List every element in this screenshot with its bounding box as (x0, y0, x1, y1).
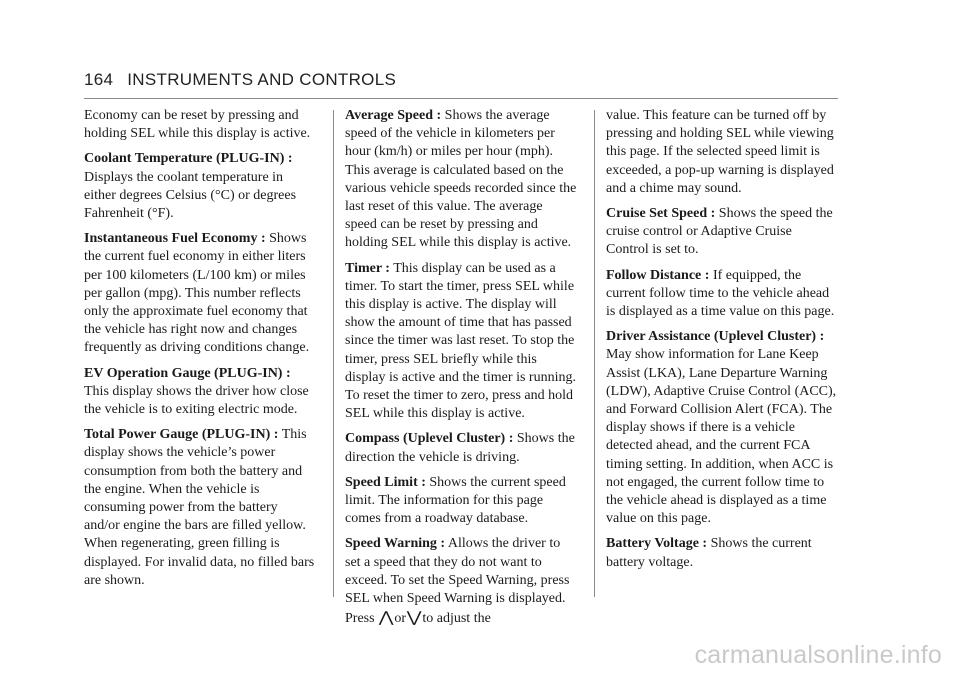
term-speed-limit: Speed Limit : (345, 474, 426, 490)
term-cruise-set-speed: Cruise Set Speed : (606, 206, 716, 222)
term-timer: Timer : (345, 260, 390, 276)
column-middle (345, 107, 577, 635)
term-instant-fuel-economy: Instantaneous Fuel Economy : (84, 231, 266, 247)
paragraph-cruise-set-speed (606, 205, 838, 260)
paragraph-text: Displays the coolant temperature in either degrees Celsius (°C) or degrees Fahrenheit (°F). (84, 169, 297, 222)
paragraph-text: May show information for Lane Keep Assist (LKA), Lane Departure Warning (LDW), Adaptive Cruise Control (ACC), and Forward Collision Alert (FCA). The display shows if there is a vehicle detected ahead, and the current FCA timing setting. In addition, when ACC is not engaged, the current follow time to the vehicle ahead is displayed as a time value on this page. (606, 347, 837, 527)
column-left (84, 107, 316, 597)
paragraph-text: Shows the direction the vehicle is driving. (345, 431, 575, 465)
column-right (606, 107, 838, 579)
paragraph-ev-operation-gauge (84, 365, 316, 420)
paragraph-text: Shows the speed the cruise control or Adaptive Cruise Control is set to. (606, 206, 833, 258)
term-driver-assistance: Driver Assistance (Uplevel Cluster) : (606, 329, 825, 345)
paragraph-follow-distance (606, 267, 838, 322)
watermark: carmanualsonline.info (694, 641, 942, 669)
paragraph-speed-warning (345, 535, 577, 628)
paragraph-text: If equipped, the current follow time to the vehicle ahead is displayed as a time value on this page. (606, 267, 835, 320)
page-number: 164 (84, 70, 114, 89)
paragraph-text: Shows the current battery voltage. (606, 536, 812, 570)
paragraph-compass (345, 430, 577, 466)
paragraph-text: to adjust the (422, 611, 491, 627)
paragraph-battery-voltage (606, 535, 838, 571)
paragraph-text: Shows the average speed of the vehicle in kilometers per hour (km/h) or miles per hour (mph). This average is calculated based on the various vehicle speeds recorded since the last reset of this value. The average speed can be reset by pressing and holding SEL while this display is active. (345, 108, 577, 251)
term-total-power-gauge: Total Power Gauge (PLUG-IN) : (84, 427, 279, 443)
paragraph-text: This display shows the vehicle’s power consumption from both the battery and the engine. When the vehicle is consuming power from the battery and/or engine the bars are filled yellow. When regenerating, green filling is displayed. For invalid data, no filled bars are shown. (84, 427, 315, 588)
chevron-down-icon: ⋁ (406, 608, 422, 627)
header-rule (84, 98, 838, 99)
paragraph-text: Economy can be reset by pressing and holding SEL while this display is active. (84, 108, 311, 142)
paragraph-text: value. This feature can be turned off by pressing and holding SEL while viewing this page. If the selected speed limit is exceeded, a pop-up warning is displayed and a chime may sound. (606, 108, 834, 196)
paragraph-text: Shows the current fuel economy in either liters per 100 kilometers (L/100 km) or miles per gallon (mpg). This number reflects only the approximate fuel economy that the vehicle has right now and changes frequently as driving conditions change. (84, 231, 310, 356)
section-title: INSTRUMENTS AND CONTROLS (127, 70, 397, 89)
term-speed-warning: Speed Warning : (345, 536, 446, 552)
paragraph-speed-limit (345, 474, 577, 529)
term-coolant-temperature: Coolant Temperature (PLUG-IN) : (84, 151, 293, 167)
chevron-up-icon: ⋀ (378, 608, 394, 627)
paragraph-coolant-temperature (84, 150, 316, 223)
paragraph-total-power-gauge (84, 426, 316, 590)
term-battery-voltage: Battery Voltage : (606, 536, 708, 552)
term-ev-operation-gauge: EV Operation Gauge (PLUG-IN) : (84, 365, 291, 381)
term-follow-distance: Follow Distance : (606, 267, 710, 283)
term-compass: Compass (Uplevel Cluster) : (345, 431, 514, 447)
term-average-speed: Average Speed : (345, 108, 442, 123)
column-divider-right (594, 110, 595, 597)
paragraph-average-speed (345, 107, 577, 253)
or-word: or (394, 611, 407, 627)
page-header (84, 70, 396, 90)
paragraph-economy-reset (84, 107, 316, 143)
paragraph-instant-fuel-economy (84, 230, 316, 357)
paragraph-text: Shows the current speed limit. The information for this page comes from a roadway database. (345, 474, 566, 527)
paragraph-speed-warning-cont (606, 107, 838, 198)
paragraph-timer (345, 260, 577, 424)
paragraph-text: This display shows the driver how close the vehicle is to exiting electric mode. (84, 383, 309, 418)
paragraph-driver-assistance (606, 328, 838, 528)
paragraph-text: This display can be used as a timer. To start the timer, press SEL while this display is active. The display will show the amount of time that has passed since the timer was last reset. To stop the timer, press SEL briefly while this display is active and the timer is running. To reset the timer to zero, press and hold SEL while this display is active. (345, 260, 576, 422)
paragraph-text: Allows the driver to set a speed that they do not want to exceed. To set the Speed Warning, press SEL when Speed Warning is displayed. Press (345, 536, 570, 627)
column-divider-left (333, 110, 334, 597)
